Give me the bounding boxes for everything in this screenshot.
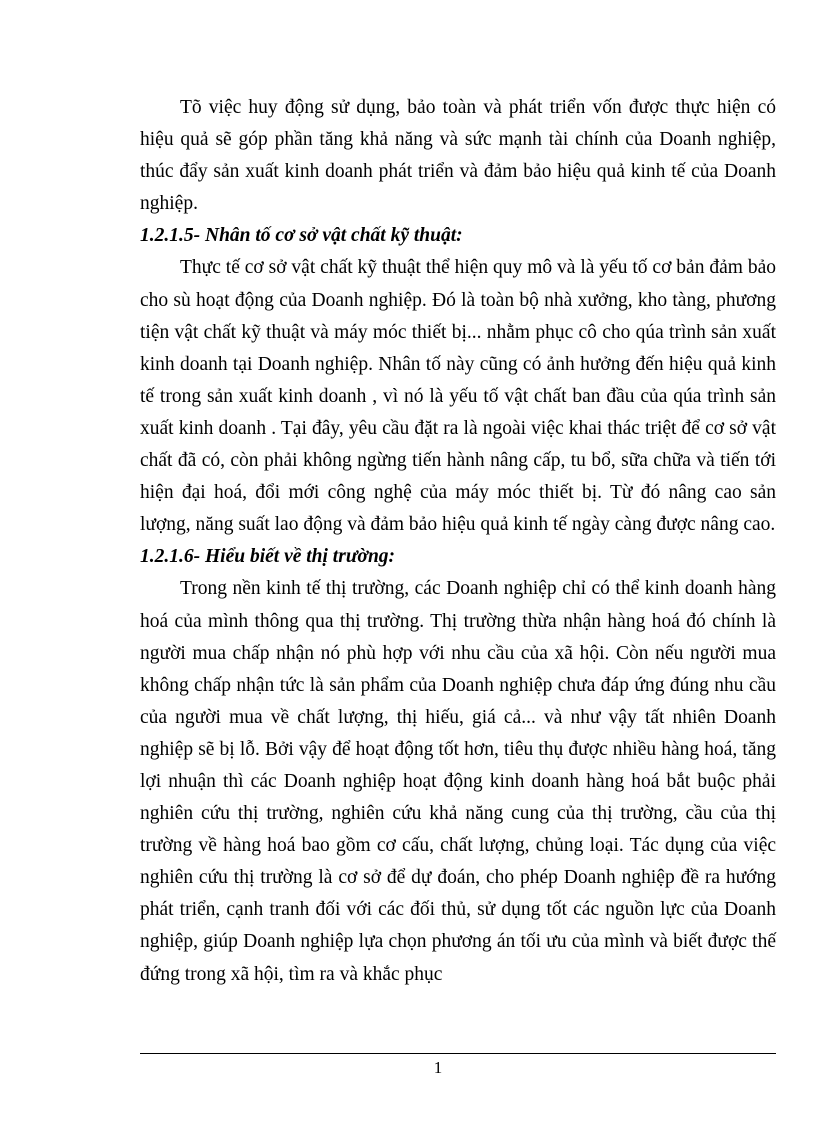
document-body — [140, 92, 776, 991]
paragraph-market: Trong nền kinh tế thị trường, các Doanh nghiệp chỉ có thể kinh doanh hàng hoá của mình thông qua thị trường. Thị trường thừa nhận hàng hoá đó chính là người mua chấp nhận nó phù hợp với nhu cầu của xã hội. Còn nếu người mua không chấp nhận tức là sản phẩm của Doanh nghiệp chưa đáp ứng đúng nhu cầu của người mua về chất lượng, thị hiếu, giá cả... và như vậy tất nhiên Doanh nghiệp sẽ bị lỗ. Bởi vậy để hoạt động tốt hơn, tiêu thụ được nhiều hàng hoá, tăng lợi nhuận thì các Doanh nghiệp hoạt động kinh doanh hàng hoá bắt buộc phải nghiên cứu thị trường, nghiên cứu khả năng cung của thị trường, cầu của thị trường về hàng hoá bao gồm cơ cấu, chất lượng, chủng loại. Tác dụng của việc nghiên cứu thị trường là cơ sở để dự đoán, cho phép Doanh nghiệp đề ra hướng phát triển, cạnh tranh đối với các đối thủ, sử dụng tốt các nguồn lực của Doanh nghiệp, giúp Doanh nghiệp lựa chọn phương án tối ưu của mình và biết được thế đứng trong xã hội, tìm ra và khắc phục — [140, 578, 776, 985]
footer-divider — [140, 1053, 776, 1054]
paragraph-infrastructure: Thực tế cơ sở vật chất kỹ thuật thể hiện quy mô và là yếu tố cơ bản đảm bảo cho sù hoạt động của Doanh nghiệp. Đó là toàn bộ nhà xưởng, kho tàng, phương tiện vật chất kỹ thuật và máy móc thiết bị... nhằm phục cô cho qúa trình sản xuất kinh doanh tại Doanh nghiệp. Nhân tố này cũng có ảnh hưởng đến hiệu quả kinh tế trong sản xuất kinh doanh , vì nó là yếu tố vật chất ban đầu của qúa trình sản xuất kinh doanh . Tại đây, yêu cầu đặt ra là ngoài việc khai thác triệt để cơ sở vật chất đã có, còn phải không ngừng tiến hành nâng cấp, tu bổ, sữa chữa và tiến tới hiện đại hoá, đổi mới công nghệ của máy móc thiết bị. Từ đó nâng cao sản lượng, năng suất lao động và đảm bảo hiệu quả kinh tế ngày càng được nâng cao. — [140, 257, 776, 536]
heading-infrastructure-factor: 1.2.1.5- Nhân tố cơ sở vật chất kỹ thuật: — [140, 225, 463, 247]
heading-market-knowledge: 1.2.1.6- Hiểu biết về thị trường: — [140, 546, 396, 568]
paragraph-capital-mobilization: Tõ việc huy động sử dụng, bảo toàn và phát triển vốn được thực hiện có hiệu quả sẽ góp phần tăng khả năng và sức mạnh tài chính của Doanh nghiệp, thúc đẩy sản xuất kinh doanh phát triển và đảm bảo hiệu quả kinh tế của Doanh nghiệp. — [140, 97, 776, 215]
page-number: 1 — [433, 1058, 443, 1077]
